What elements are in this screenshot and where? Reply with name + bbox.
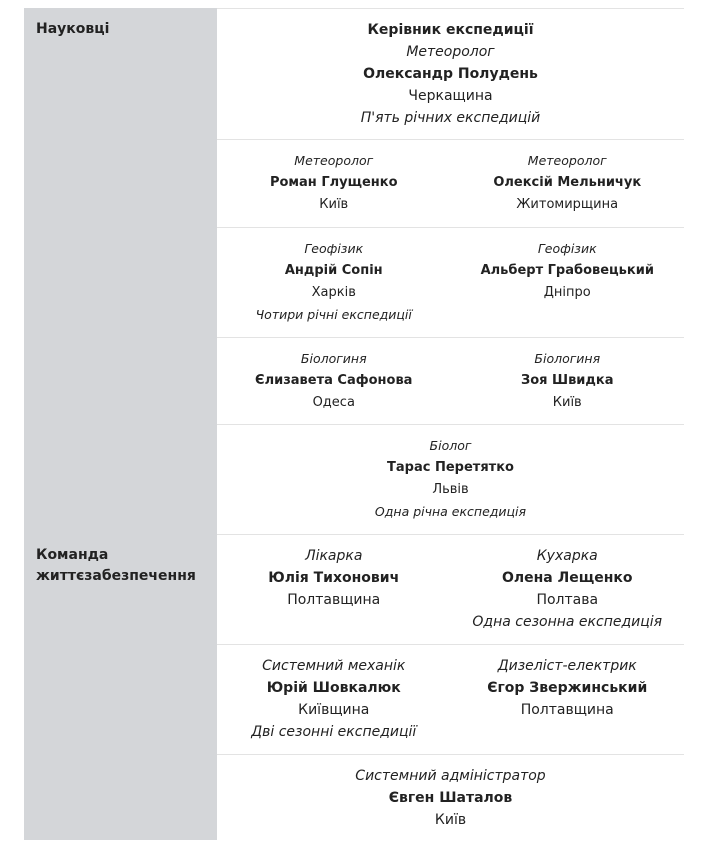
person-note: Чотири річні експедиції bbox=[255, 307, 412, 322]
person-place: Київ bbox=[434, 812, 467, 828]
person-card bbox=[217, 238, 451, 337]
person-card bbox=[217, 765, 684, 840]
person-role: Дизеліст-електрик bbox=[497, 658, 637, 674]
person-role: Біологиня bbox=[300, 351, 367, 366]
team-row bbox=[217, 644, 684, 754]
person-role: Лікарка bbox=[305, 548, 363, 564]
person-role: Метеоролог bbox=[294, 153, 374, 168]
person-name: Зоя Швидка bbox=[520, 373, 614, 388]
person-role: Біолог bbox=[429, 438, 472, 453]
team-row bbox=[217, 227, 684, 337]
team-row-solo bbox=[217, 754, 684, 840]
person-name: Єлизавета Сафонова bbox=[255, 373, 413, 388]
person-role: Системний адміністратор bbox=[355, 768, 546, 784]
person-place: Харків bbox=[311, 285, 356, 300]
person-role: Кухарка bbox=[536, 548, 598, 564]
person-place: Полтавщина bbox=[287, 592, 381, 608]
person-place: Житомирщина bbox=[516, 197, 619, 212]
person-note: Одна сезонна експедиція bbox=[472, 614, 663, 630]
person-name: Юрій Шовкалюк bbox=[266, 680, 401, 696]
person-place: Одеса bbox=[312, 395, 355, 410]
person-name: Єгор Звержинський bbox=[487, 680, 648, 696]
person-card bbox=[451, 238, 685, 337]
person-note: Дві сезонні експедиції bbox=[251, 724, 417, 740]
person-card bbox=[217, 150, 451, 227]
team-row bbox=[217, 534, 684, 644]
person-card bbox=[217, 19, 684, 139]
person-role: Метеоролог bbox=[406, 44, 495, 60]
person-place: Дніпро bbox=[543, 285, 591, 300]
person-card bbox=[451, 655, 685, 754]
person-name: Олена Лещенко bbox=[501, 570, 633, 586]
person-name: Юлія Тихонович bbox=[268, 570, 400, 586]
person-place: Полтава bbox=[536, 592, 599, 608]
person-place: Київ bbox=[552, 395, 582, 410]
person-note: Одна річна експедиція bbox=[374, 504, 527, 519]
leader-row bbox=[217, 8, 684, 139]
person-place: Київ bbox=[319, 197, 349, 212]
person-role: Метеоролог bbox=[527, 153, 607, 168]
person-role: Геофізик bbox=[537, 241, 597, 256]
section-label-scientists: Науковці bbox=[24, 8, 217, 534]
section-label-support: Команда життєзабезпечення bbox=[24, 534, 217, 840]
team-row bbox=[217, 337, 684, 424]
expedition-team-table bbox=[24, 8, 684, 840]
person-role: Системний механік bbox=[262, 658, 406, 674]
person-name: Андрій Сопін bbox=[284, 263, 383, 278]
team-row bbox=[217, 139, 684, 227]
person-place: Полтавщина bbox=[520, 702, 614, 718]
person-card bbox=[451, 150, 685, 227]
scientists-content bbox=[217, 8, 684, 534]
support-section bbox=[24, 534, 684, 840]
team-row-solo bbox=[217, 424, 684, 534]
person-card bbox=[217, 435, 684, 534]
person-card bbox=[217, 655, 451, 754]
person-name: Олександр Полудень bbox=[363, 66, 538, 82]
person-place: Київщина bbox=[298, 702, 370, 718]
support-content bbox=[217, 534, 684, 840]
person-name: Олексій Мельничук bbox=[493, 175, 642, 190]
person-name: Роман Глущенко bbox=[269, 175, 398, 190]
leader-title: Керівник експедиції bbox=[367, 22, 534, 38]
person-place: Черкащина bbox=[408, 88, 493, 104]
person-name: Альберт Грабовецький bbox=[480, 263, 654, 278]
person-card bbox=[217, 348, 451, 424]
person-name: Євген Шаталов bbox=[388, 790, 513, 806]
person-note: П'ять річних експедицій bbox=[360, 110, 541, 126]
person-card bbox=[451, 348, 685, 424]
scientists-section bbox=[24, 8, 684, 534]
person-place: Львів bbox=[432, 482, 469, 497]
person-card bbox=[217, 545, 451, 644]
person-name: Тарас Перетятко bbox=[387, 460, 514, 475]
person-card bbox=[451, 545, 685, 644]
person-role: Геофізик bbox=[304, 241, 364, 256]
person-role: Біологиня bbox=[534, 351, 601, 366]
